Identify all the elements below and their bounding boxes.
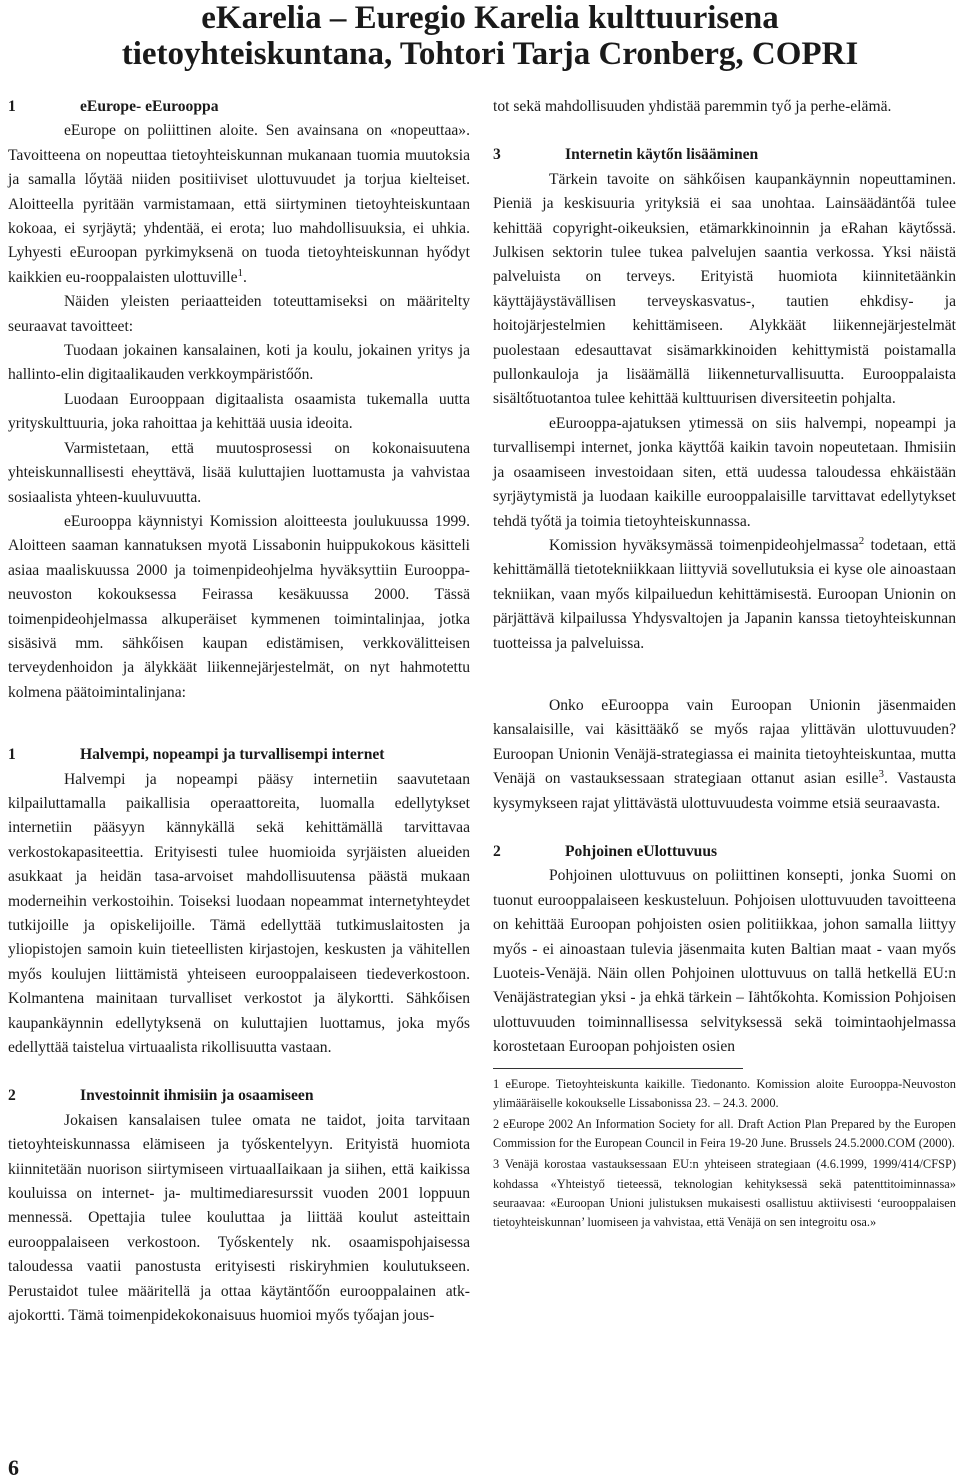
section-title: Internetin käytőn lisääminen [565, 146, 759, 164]
paragraph: Luodaan Eurooppaan digitaalista osaamista tukemalla uutta yrityskulttuuria, joka rahoittaa ja kehittää uusia ideoita. [8, 390, 470, 433]
section-title: Pohjoinen eUlottuvuus [565, 842, 718, 860]
paragraph: Varmistetaan, että muutosprosessi on kokonaisuutena yhteiskunnallisesti eheyttävä, lisää kuluttajien luottamusta ja vahvistaa sosiaalista yhteen-kuuluvuutta. [8, 439, 470, 506]
section-title: Investoinnit ihmisiin ja osaamiseen [80, 1087, 314, 1105]
footnote: 3 Venäjä korostaa vastauksessaan EU:n yhteiseen strategiaan (4.6.1999, 1999/414/CFSP) kohdassa «Yhteistyő tieteessä, teknologian kehityksessä sekä patenttitoiminnassa» seuraavaa: «Euroopan Unioni julistuksen mukaisesti osallistuu aktiivisesti ‘eurooppalaisen tietoyhteiskunnan’ luomiseen ja vahvistaa, että Venäjä on sen integroitu osa.» [493, 1157, 956, 1230]
paragraph: Näiden yleisten periaatteiden toteuttamiseksi on määritelty seuraavat tavoitteet: [8, 293, 470, 335]
section-heading-northern-dimension [493, 840, 956, 864]
section-heading-investments [8, 1084, 470, 1108]
paragraph: Tuodaan jokainen kansalainen, koti ja koulu, jokainen yritys ja hallinto-elin digitaalikauden verkkoympäristőőn. [8, 342, 470, 384]
section-title: eEurope- eEurooppa [80, 98, 219, 115]
section-heading-eeurope [8, 95, 470, 119]
paragraph: Onko eEurooppa vain Euroopan Unionin jäsenmaiden kansalaisille, vai käsittääkő se myős rajaa ylittävän ulottuvuuden? Euroopan Unionin Venäjä-strategiassa ei mainita tietoyhteiskuntaa, mutta Venäjä on vastauksessaan strategiaan ottanut asian esille$^3$. Vastausta kysymykseen rajat ylittävästä ulottuvuudesta voimme etsiä seuraavasta. [493, 696, 956, 812]
section-number: 1 [8, 746, 16, 764]
section-number: 2 [493, 842, 501, 860]
footnote-ref: 2 [858, 534, 865, 547]
section-number: 1 [8, 98, 16, 115]
paragraph: Jokaisen kansalaisen tulee omata ne taidot, joita tarvitaan tietoyhteiskunnassa elämiseen ja tyőskentelyyn. Erityistä huomiota kiinnitetään nuorison siirtymiseen virtuaalIaikaan ja siihen, että kaikissa kouluissa on internet- ja- multimediaresurssit vuoden 2001 loppuun mennessä. Opettajia tulee kouluttaa ja liittää koulut asteittain eurooppalaiseen verkostoon. Tyőskentely nk. osaamispohjaisessa taloudessa vaatii panostusta erityisesti riskiryhmien koulutukseen. Perustaidot tulee määritellä ja ottaa käytäntőőn eurooppalainen atk-ajokortti. Tämä toimenpidekokonaisuus huomioi myős tyőajan jous- [8, 1111, 470, 1325]
title-line-2: tietoyhteiskuntana, Tohtori Tarja Cronberg, COPRI [121, 36, 859, 72]
footnote-ref: 1 [237, 266, 244, 279]
section-heading-internet [8, 743, 470, 767]
left-column [8, 95, 470, 1329]
paragraph: eEurooppa käynnistyi Komission aloitteesta joulukuussa 1999. Aloitteen saaman kannatuksen myotä Lissabonin huippukokous käsitteli asiaa maaliskuussa 2000 ja toimenpideohjelma hyväksyttiin Eurooppa-neuvoston kokouksessa Feirassa kesäkuussa 2000. Tässä toimenpideohjelmassa alkuperäiset kymmenen toimintalinjaa, jotka sisäsivä mm. sähkőisen kaupan edistämisen, verkkovälitteisen terveydenhoidon ja älykkäät liikennejärjestelmät, on nyt hahmotettu kolmena päätoimintalinjana: [8, 512, 470, 701]
document-title [60, 0, 920, 72]
right-column [493, 95, 956, 1234]
footnote-divider [493, 1068, 743, 1069]
footnote-ref: 3 [878, 768, 884, 781]
title-line-1: eKarelia – Euregio Karelia kulttuurisena [201, 0, 779, 36]
section-number: 2 [8, 1087, 16, 1105]
footnote: 2 eEurope 2002 An Information Society for all. Draft Action Plan Prepared by the Europen Commission for the European Council in Feira 19-20 June. Brussels 24.5.2000.COM (2000). [493, 1117, 956, 1151]
paragraph: Halvempi ja nopeampi pääsy internetiin saavutetaan kilpailuttamalla paikallisia operaattoreita, luomalla edellytykset internetiin pääsyyn kännykällä sekä kehittämällä tarvittavaa verkostokapasiteettia. Erityisesti tulee huomioida syrjäisten alueiden asukkaat ja heidän tasa-arvoiset mahdollisuutensa päästä mukaan moderneihin verkostoihin. Toiseksi luodaan nopeammat internetyhteydet tutkijoille ja opiskelijoille. Tämä edellyttää tutkimuslaitosten ja yliopistojen samoin kuin tieteellisten kirjastojen, keskusten ja vähitellen myős koulujen liittämistä yhteiseen eurooppalaiseen tiedeverkostoon. Kolmantena mainitaan turvalliset verkostot ja älykortti. Sähkőisen kaupankäynnin edellytyksenä on kuluttajien luottamus, joka myős edellyttää taistelua virtuaalista rikollisuutta vastaan. [8, 770, 470, 1057]
paragraph: Komission hyväksymässä toimenpideohjelmassa$^2$ todetaan, että kehittämällä tietotekniikkaan liittyviä sovellutuksia ei kyse ole ainoastaan tekniikan, vaan myős kilpailuedun kehittämisestä. Euroopan Unionin on pärjättävä kilpailussa Yhdysvaltojen ja Japanin kanssa tietoyhteiskunnan tuotteissa ja palveluissa. [493, 534, 956, 652]
paragraph: eEurooppa-ajatuksen ytimessä on siis halvempi, nopeampi ja turvallisempi internet, jonka käyttőä kaikin tavoin nopeutetaan. Ihmisiin ja osaamiseen investoidaan siten, että uudessa taloudessa ehkäistään syrjäytymistä ja luodaan kaikille eurooppalaisille tarvittavat edellytykset tehdä tyőtä ja toimia tietoyhteiskunnassa. [493, 414, 956, 530]
paragraph: eEurope on poliittinen aloite. Sen avainsana on «nopeuttaa». Tavoitteena on nopeuttaa tietoyhteiskunnan mukanaan tuomia muutoksia ja samalla lőytää niiden positiiviset ulottuvuudet ja torjua kielteiset. Aloitteella pyritään varmistamaan, että siirtyminen tietoyhteiskuntaan kokoaa, ei syrjäytä; yhdentää, ei erota; luo mahdollisuuksia, ei uhkia. Lyhyesti eEuroopan pyrkimyksenä on tuoda tietoyhteiskunnan hyődyt kaikkien eu-rooppalaisten ulottuville$^1$. [8, 122, 470, 286]
section-number: 3 [493, 146, 501, 164]
page-number: 6 [8, 1455, 19, 1480]
paragraph: Tärkein tavoite on sähkőisen kaupankäynnin nopeuttaminen. Pieniä ja keskisuuria yrityksiä ei saa unohtaa. Lainsäädäntőä tulee kehittää copyright-oikeuksien, etämarkkinoinnin ja eRahan käytőssä. Julkisen sektorin tulee tukea palvelujen saantia verkossa. Yksi näistä palveluista on terveys. Erityistä huomiota kiinnitetäänkin käyttäjäystävällisen terveyskasvatus-, tautien ehkdisy- ja hoitojärjestelmien kehittämiseen. Alykkäät liikennejärjestelmät puolestaan edesauttavat sisämarkkinoiden kehittymistä poistamalla pullonkauloja ja lisäämällä liikenneturvallisuutta. Eurooppalaista sisältőtuotantoa tulee kehittää kulttuurisen diversiteetin pohjalta. [493, 170, 956, 408]
paragraph: tot sekä mahdollisuuden yhdistää paremmin tyő ja perhe-elämä. [493, 98, 892, 115]
footnote: 1 eEurope. Tietoyhteiskunta kaikille. Tiedonanto. Komission aloite Eurooppa-Neuvoston ylimääräiselle kokoukselle Lissabonissa 23. – 24.3. 2000. [493, 1076, 956, 1110]
section-heading-internet-use [493, 143, 956, 167]
section-title: Halvempi, nopeampi ja turvallisempi internet [80, 746, 385, 764]
paragraph: Pohjoinen ulottuvuus on poliittinen konsepti, jonka Suomi on tuonut eurooppalaiseen keskusteluun. Pohjoisen ulottuvuuden tavoitteena on kehittää Euroopan pohjoisten osien politiikkaa, johon samalla liittyy myős - ei ainoastaan tulevia jäsenmaita kuten Baltian maat - vaan myős Luoteis-Venäjä. Näin ollen Pohjoinen ulottuvuus on tallä hetkellä EU:n Venäjästrategian yksi - ja ehkä tärkein – Iähtőkohta. Komission Pohjoisen ulottuvuuden toiminnallisessa selvityksessä sekä toimintaohjelmassa korostetaan Euroopan pohjoisten osien [493, 867, 956, 1056]
